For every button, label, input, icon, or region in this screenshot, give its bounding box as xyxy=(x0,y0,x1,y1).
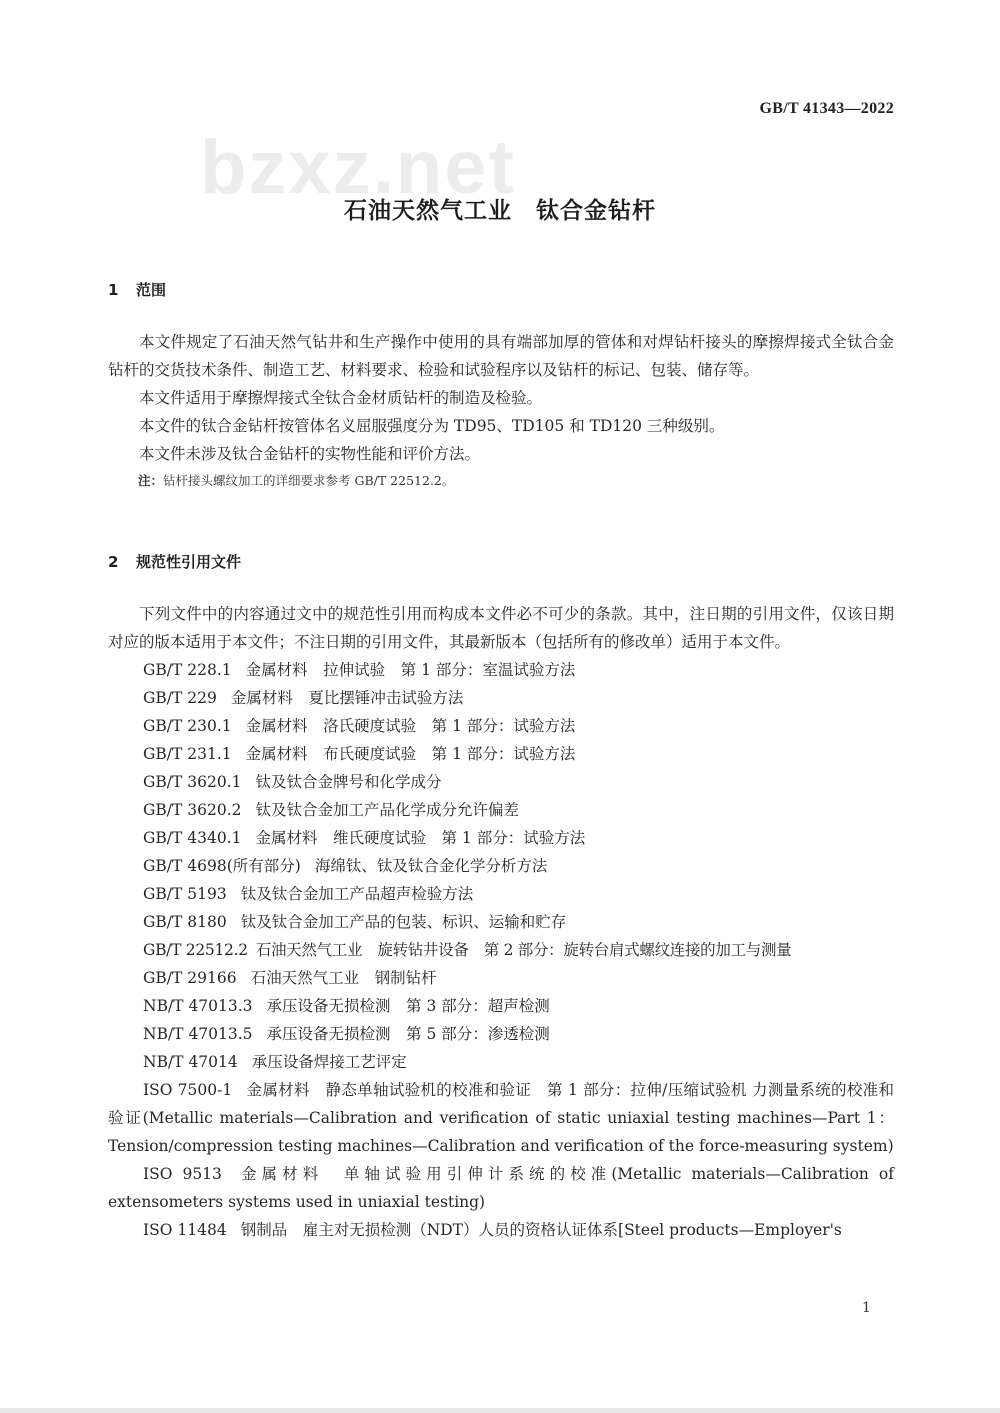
reference-code: GB/T 231.1 xyxy=(143,745,232,763)
reference-title: 石油天然气工业 旋转钻井设备 第 2 部分：旋转台肩式螺纹连接的加工与测量 xyxy=(255,941,792,959)
reference-item xyxy=(108,852,894,880)
section-number: 1 xyxy=(108,281,119,299)
reference-code: NB/T 47013.3 xyxy=(143,997,253,1015)
reference-item xyxy=(108,656,894,684)
page-number: 1 xyxy=(862,1300,871,1316)
reference-item xyxy=(108,1076,894,1160)
reference-code: ISO 11484 xyxy=(143,1221,227,1239)
reference-code: GB/T 229 xyxy=(143,689,217,707)
paragraph: 下列文件中的内容通过文中的规范性引用而构成本文件必不可少的条款。其中，注日期的引用文件，仅该日期对应的版本适用于本文件；不注日期的引用文件，其最新版本（包括所有的修改单）适用于本文件。 xyxy=(108,605,894,651)
note-text: 钻杆接头螺纹加工的详细要求参考 GB/T 22512.2。 xyxy=(163,473,455,488)
reference-item xyxy=(108,880,894,908)
reference-code: ISO 9513 xyxy=(143,1165,222,1183)
document-code: GB/T 41343—2022 xyxy=(759,100,894,117)
reference-title: 金属材料 布氏硬度试验 第 1 部分：试验方法 xyxy=(245,745,576,763)
reference-item xyxy=(108,1160,894,1216)
reference-code: ISO 7500-1 xyxy=(143,1081,233,1099)
reference-code: GB/T 22512.2 xyxy=(143,941,248,959)
reference-title: 石油天然气工业 钢制钻杆 xyxy=(250,969,437,987)
reference-item xyxy=(108,824,894,852)
reference-item xyxy=(108,1048,894,1076)
reference-item xyxy=(108,796,894,824)
reference-item xyxy=(108,768,894,796)
reference-title: 钛及钛合金加工产品超声检验方法 xyxy=(240,885,474,903)
section-2-heading xyxy=(108,551,241,572)
reference-title: 金属材料 洛氏硬度试验 第 1 部分：试验方法 xyxy=(245,717,576,735)
section-1-heading xyxy=(108,279,166,300)
reference-title: 钢制品 雇主对无损检测（NDT）人员的资格认证体系[Steel products—Employer's xyxy=(240,1221,842,1239)
reference-code: GB/T 4698(所有部分) xyxy=(143,857,301,875)
reference-title: 金属材料 静态单轴试验机的校准和验证 第 1 部分：拉伸/压缩试验机 力测量系统的校准和验证(Metallic materials—Calibration and verification of static uniaxial testing machines—Part 1：Tension/compression testing machines—Calibration and verification of the force-measuring system) xyxy=(108,1081,894,1155)
reference-title: 金属材料 维氏硬度试验 第 1 部分：试验方法 xyxy=(255,829,586,847)
reference-code: GB/T 29166 xyxy=(143,969,237,987)
section-1-body xyxy=(108,328,894,494)
section-title: 范围 xyxy=(136,281,167,299)
note-label: 注： xyxy=(138,473,164,488)
reference-code: GB/T 4340.1 xyxy=(143,829,242,847)
reference-title: 承压设备无损检测 第 5 部分：渗透检测 xyxy=(266,1025,550,1043)
reference-item xyxy=(108,936,894,964)
reference-item xyxy=(108,1216,894,1244)
reference-title: 钛及钛合金加工产品的包装、标识、运输和贮存 xyxy=(240,913,567,931)
reference-code: GB/T 5193 xyxy=(143,885,227,903)
reference-item xyxy=(108,908,894,936)
section-number: 2 xyxy=(108,553,119,571)
reference-item xyxy=(108,992,894,1020)
reference-title: 金属材料 单轴试验用引伸计系统的校准(Metallic materials—Calibration of extensometers systems used in uniaxial testing) xyxy=(108,1165,894,1211)
reference-title: 金属材料 夏比摆锤冲击试验方法 xyxy=(230,689,464,707)
reference-code: GB/T 3620.1 xyxy=(143,773,242,791)
page-edge-divider xyxy=(0,1408,1000,1413)
reference-item xyxy=(108,964,894,992)
reference-code: GB/T 3620.2 xyxy=(143,801,242,819)
reference-title: 钛及钛合金加工产品化学成分允许偏差 xyxy=(255,801,520,819)
paragraph: 本文件适用于摩擦焊接式全钛合金材质钻杆的制造及检验。 xyxy=(139,389,543,407)
reference-code: GB/T 228.1 xyxy=(143,661,232,679)
reference-title: 金属材料 拉伸试验 第 1 部分：室温试验方法 xyxy=(245,661,576,679)
note xyxy=(138,468,894,494)
reference-title: 承压设备焊接工艺评定 xyxy=(251,1053,407,1071)
document-title: 石油天然气工业 钛合金钻杆 xyxy=(344,198,656,224)
reference-code: NB/T 47014 xyxy=(143,1053,238,1071)
watermark: bzxz.net xyxy=(200,125,516,210)
reference-code: GB/T 8180 xyxy=(143,913,227,931)
reference-title: 海绵钛、钛及钛合金化学分析方法 xyxy=(314,857,548,875)
paragraph: 本文件规定了石油天然气钻井和生产操作中使用的具有端部加厚的管体和对焊钻杆接头的摩擦焊接式全钛合金钻杆的交货技术条件、制造工艺、材料要求、检验和试验程序以及钻杆的标记、包装、储存等。 xyxy=(108,333,894,379)
reference-item xyxy=(108,712,894,740)
paragraph: 本文件未涉及钛合金钻杆的实物性能和评价方法。 xyxy=(139,445,481,463)
reference-item xyxy=(108,684,894,712)
reference-item xyxy=(108,740,894,768)
reference-code: GB/T 230.1 xyxy=(143,717,232,735)
reference-item xyxy=(108,1020,894,1048)
reference-title: 钛及钛合金牌号和化学成分 xyxy=(255,773,442,791)
reference-code: NB/T 47013.5 xyxy=(143,1025,253,1043)
section-2-body xyxy=(108,600,894,1244)
reference-title: 承压设备无损检测 第 3 部分：超声检测 xyxy=(266,997,550,1015)
paragraph: 本文件的钛合金钻杆按管体名义屈服强度分为 TD95、TD105 和 TD120 三种级别。 xyxy=(139,417,725,435)
section-title: 规范性引用文件 xyxy=(136,553,242,571)
